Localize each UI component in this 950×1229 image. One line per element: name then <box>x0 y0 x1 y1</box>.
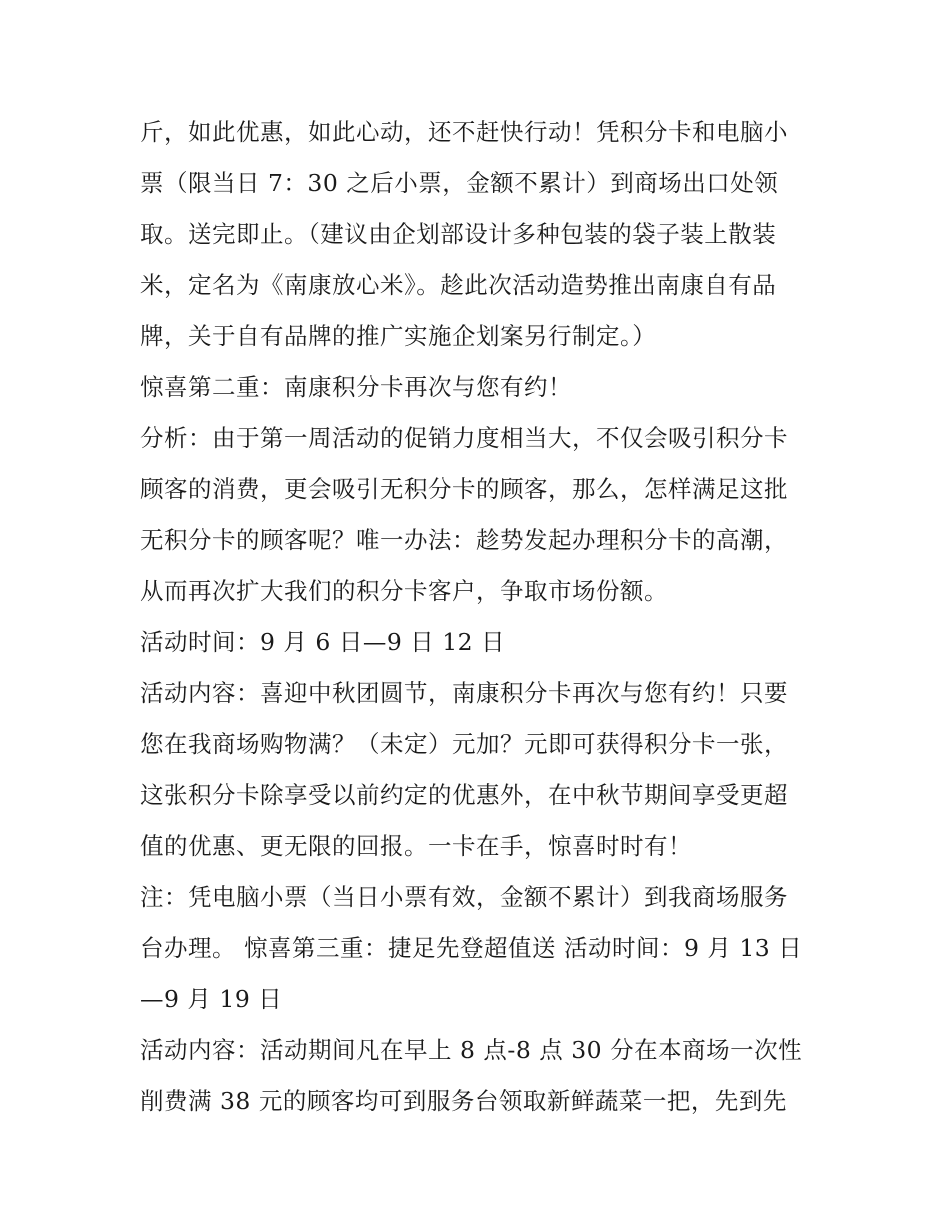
text-line: 米，定名为《南康放心米》。趁此次活动造势推出南康自有品 <box>140 271 777 299</box>
text-line: 顾客的消费，更会吸引无积分卡的顾客，那么，怎样满足这批 <box>140 475 788 503</box>
text-line: 从而再次扩大我们的积分卡客户，争取市场份额。 <box>140 577 668 605</box>
text-line: 分析：由于第一周活动的促销力度相当大，不仅会吸引积分卡 <box>140 424 788 452</box>
note-line: 注：凭电脑小票（当日小票有效，金额不累计）到我商场服务 <box>140 883 788 911</box>
document-body <box>140 107 820 1127</box>
text-line: 削费满 38 元的顾客均可到服务台领取新鲜蔬菜一把，先到先 <box>140 1087 787 1115</box>
text-line: 活动内容：喜迎中秋团圆节，南康积分卡再次与您有约！只要 <box>140 679 788 707</box>
text-line: —9 月 19 日 <box>140 985 283 1013</box>
text-line: 活动内容：活动期间凡在早上 8 点-8 点 30 分在本商场一次性 <box>140 1036 803 1064</box>
text-line: 无积分卡的顾客呢？唯一办法：趁势发起办理积分卡的高潮， <box>140 526 788 554</box>
text-line: 票（限当日 7：30 之后小票，金额不累计）到商场出口处领 <box>140 169 779 197</box>
text-line: 取。送完即止。（建议由企划部设计多种包装的袋子装上散装 <box>140 220 777 248</box>
text-line: 您在我商场购物满？（未定）元加？元即可获得积分卡一张， <box>140 730 788 758</box>
activity-time: 活动时间：9 月 6 日—9 日 12 日 <box>140 628 506 656</box>
section-heading-2: 惊喜第二重：南康积分卡再次与您有约！ <box>140 373 572 401</box>
text-line: 牌，关于自有品牌的推广实施企划案另行制定。） <box>140 322 657 350</box>
text-line: 台办理。 惊喜第三重：捷足先登超值送 活动时间：9 月 13 日 <box>140 934 803 962</box>
text-line: 值的优惠、更无限的回报。一卡在手，惊喜时时有！ <box>140 832 692 860</box>
text-line: 这张积分卡除享受以前约定的优惠外，在中秋节期间享受更超 <box>140 781 788 809</box>
text-line: 斤，如此优惠，如此心动，还不赶快行动！凭积分卡和电脑小 <box>140 118 788 146</box>
